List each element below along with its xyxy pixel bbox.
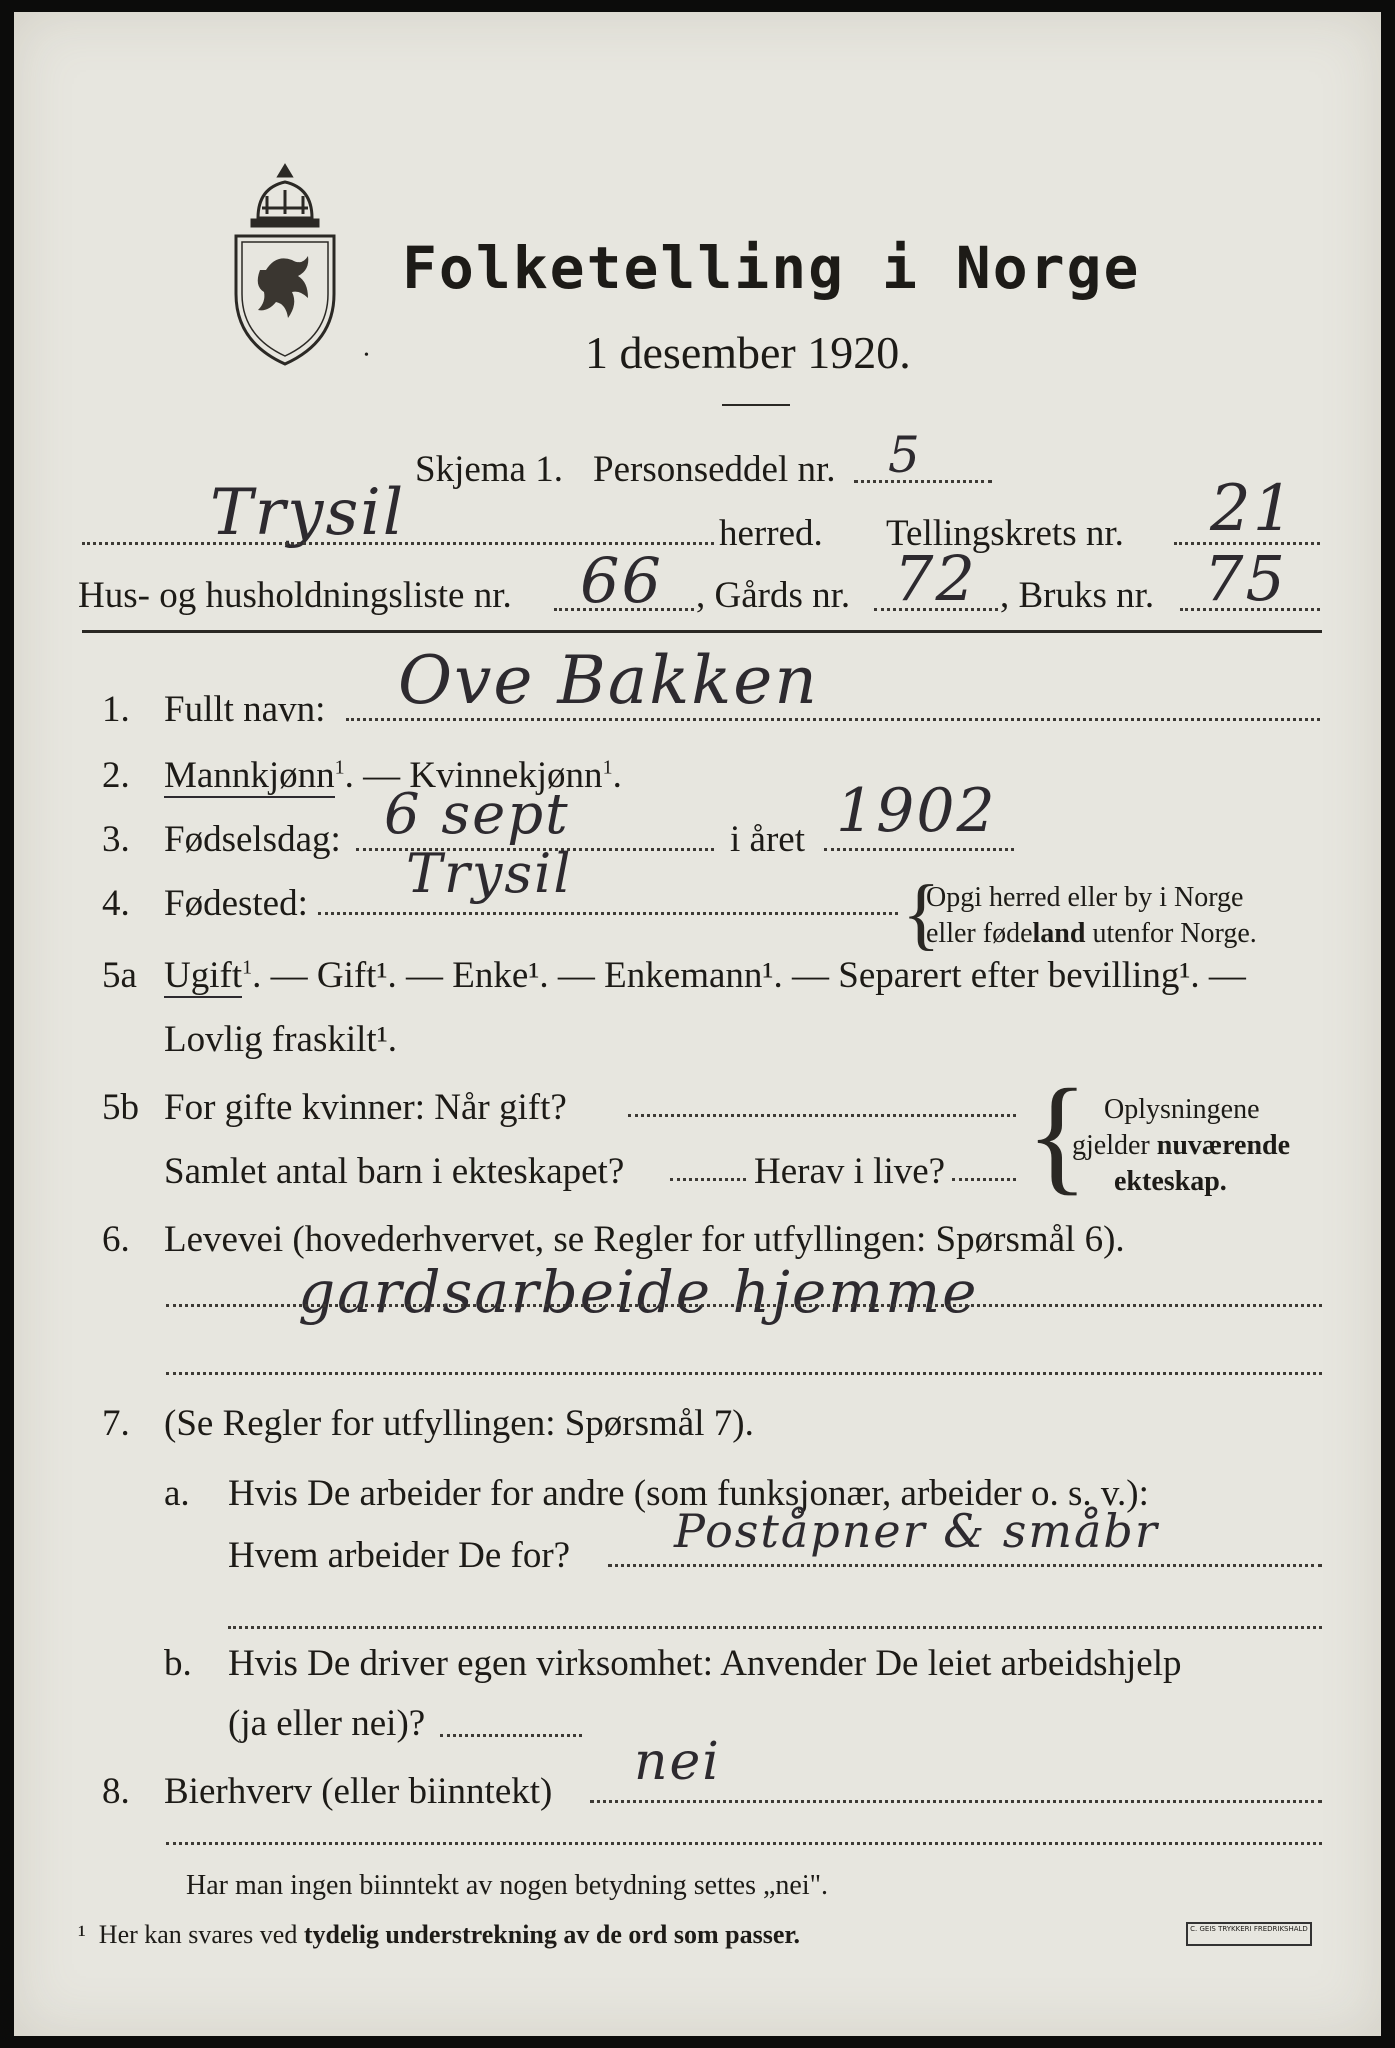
q5b-line-3 (952, 1178, 1016, 1181)
herred-value: Trysil (210, 476, 406, 550)
personseddel-value: 5 (888, 426, 922, 484)
q5b-label-2: Samlet antal barn i ekteskapet? (164, 1151, 625, 1192)
header-rule (82, 630, 1322, 633)
kvinnekjonn-option: Kvinnekjønn (409, 755, 603, 796)
personseddel-label: Personseddel nr. (593, 449, 836, 490)
bruks-label: , Bruks nr. (1000, 575, 1155, 616)
q5b-label-3: Herav i live? (754, 1151, 946, 1192)
coat-of-arms-icon (222, 160, 348, 370)
birthday-value: 6 sept (384, 782, 570, 847)
q6-line-2 (166, 1372, 1322, 1375)
q5a-rest: — Gift¹. — Enke¹. — Enkemann¹. — Separert efter bevilling¹. — (270, 955, 1246, 996)
q4-line (318, 912, 898, 915)
q3-number: 3. (102, 819, 130, 860)
census-date: 1 desember 1920. (585, 327, 911, 378)
q8-number: 8. (102, 1771, 130, 1812)
q5a-options: Ugift$^1$. — Gift¹. — Enke¹. — Enkemann¹. — Separert efter bevilling¹. — (164, 955, 1246, 996)
q7a-letter: a. (164, 1473, 190, 1514)
q8-line (590, 1800, 1322, 1803)
q2-number: 2. (102, 755, 130, 796)
gards-label: , Gårds nr. (696, 575, 851, 616)
footnote: ¹ Her kan svares ved tydelig understrekning av de ord som passer. (78, 1920, 801, 1949)
ugift-option: Ugift (164, 955, 243, 996)
q5b-label-1: For gifte kvinner: Når gift? (164, 1087, 567, 1128)
q5b-note-3: ekteskap. (1114, 1166, 1227, 1197)
skjema-label: Skjema 1. (415, 449, 563, 490)
q4-brace: { (902, 870, 941, 958)
q5b-line-2 (670, 1178, 746, 1181)
occupation-value: gardsarbeide hjemme (298, 1258, 979, 1326)
hus-value: 66 (580, 544, 663, 617)
employer-value: Poståpner & småbr (674, 1504, 1159, 1558)
q6-label: Levevei (hovederhvervet, se Regler for utfyllingen: Spørsmål 6). (164, 1219, 1125, 1260)
personseddel-line (854, 480, 992, 483)
q7a-line (608, 1564, 1322, 1567)
tellingskrets-label: Tellingskrets nr. (886, 513, 1124, 554)
footer-note: Har man ingen biinntekt av nogen betydning settes „nei". (186, 1870, 829, 1901)
herred-label: herred. (719, 513, 823, 554)
q1-label: Fullt navn: (164, 689, 326, 730)
full-name-value: Ove Bakken (398, 642, 819, 719)
form-title: Folketelling i Norge (402, 234, 1141, 302)
q7a-label: Hvis De arbeider for andre (som funksjonær, arbeider o. s. v.): (228, 1473, 1149, 1514)
gards-value: 72 (894, 542, 977, 615)
q4-number: 4. (102, 883, 130, 924)
q5b-number: 5b (102, 1087, 139, 1128)
bruks-value: 75 (1204, 542, 1287, 615)
q7a-line-2 (228, 1626, 1322, 1629)
title-divider (722, 404, 790, 406)
printer-stamp: C. GEIS TRYKKERI FREDRIKSHALD (1186, 1922, 1312, 1946)
q5b-note-2: gjelder nuværende (1072, 1130, 1291, 1161)
q4-label: Fødested: (164, 883, 308, 924)
birthplace-value: Trysil (406, 842, 573, 905)
q5a-number: 5a (102, 955, 137, 996)
q8-label: Bierhverv (eller biinntekt) (164, 1771, 553, 1812)
q4-note-2: eller fødeland utenfor Norge. (926, 918, 1257, 949)
q7a-label-2: Hvem arbeider De for? (228, 1535, 571, 1576)
side-income-value: nei (634, 1732, 721, 1792)
q5b-note-1: Oplysningene (1104, 1094, 1260, 1125)
q1-number: 1. (102, 689, 130, 730)
hus-label: Hus- og husholdningsliste nr. (78, 575, 512, 616)
birth-year-value: 1902 (836, 776, 997, 846)
q7b-label-2: (ja eller nei)? (228, 1703, 426, 1744)
q5a-line2: Lovlig fraskilt¹. (164, 1019, 398, 1060)
q7-number: 7. (102, 1403, 130, 1444)
q4-note-1: Opgi herred eller by i Norge (926, 882, 1244, 913)
q2-options: Mannkjønn$^1$. — Kvinnekjønn$^1$. (164, 755, 622, 796)
q2-end: . (612, 755, 622, 796)
dot-mark: • (364, 348, 369, 363)
year-label: i året (730, 819, 805, 860)
census-form (14, 12, 1381, 2036)
q3-label: Fødselsdag: (164, 819, 341, 860)
tellingskrets-value: 21 (1210, 472, 1296, 546)
q8-line-2 (166, 1842, 1322, 1845)
mannkjonn-option: Mannkjønn (164, 755, 335, 796)
q7b-letter: b. (164, 1643, 192, 1684)
q6-line-1 (166, 1304, 1322, 1307)
q6-number: 6. (102, 1219, 130, 1260)
q7b-line (440, 1734, 582, 1737)
q2-separator: . — (344, 755, 410, 796)
q5b-line-1 (628, 1114, 1016, 1117)
q5b-brace: { (1026, 1063, 1089, 1207)
year-line (824, 848, 1014, 851)
q7-label: (Se Regler for utfyllingen: Spørsmål 7). (164, 1403, 754, 1444)
q7b-label: Hvis De driver egen virksomhet: Anvender De leiet arbeidshjelp (228, 1643, 1182, 1684)
